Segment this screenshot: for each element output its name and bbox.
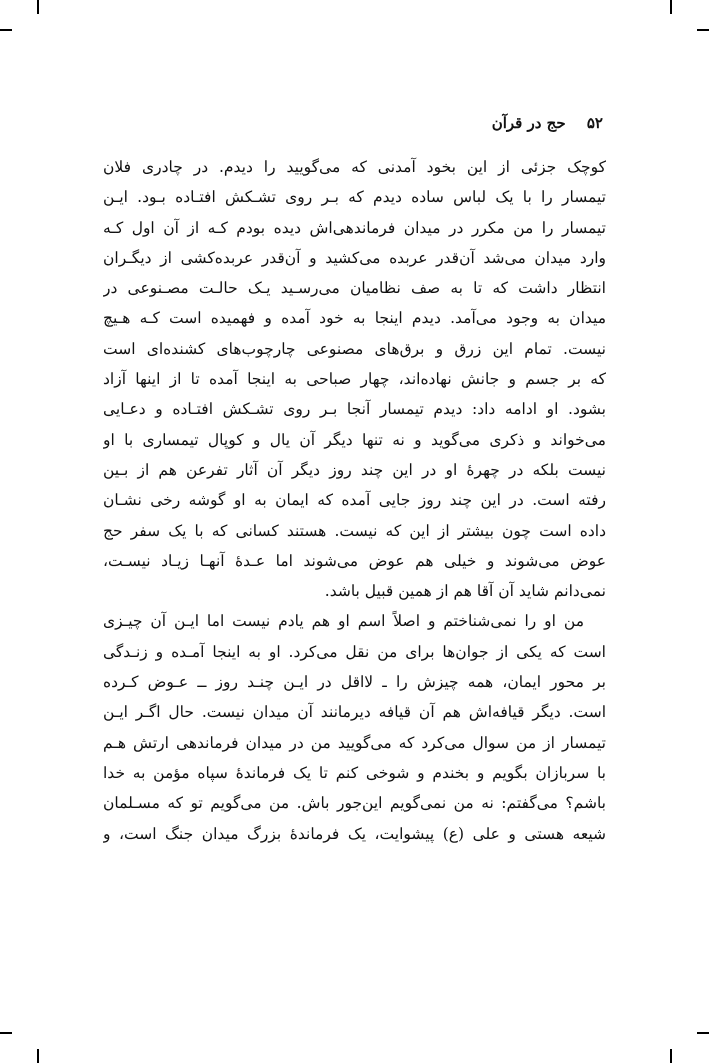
text-line: با سربازان بگویم و بخندم و شوخی کنم تا یک فرماندهٔ سپاه مؤمن به خدا bbox=[103, 763, 606, 782]
crop-mark-top-right-vertical bbox=[670, 0, 672, 14]
text-line: شیعه هستی و علی (ع) پیشوایت، یک فرماندهٔ بزرگ میدان جنگ است، و bbox=[103, 824, 606, 843]
page-number: ۵۲ bbox=[586, 114, 603, 132]
paragraph-1 bbox=[103, 152, 606, 606]
text-line: تیمسار را با یک لباس ساده دیدم که بـر روی تشـکش افتـاده بـود. ایـن bbox=[103, 188, 606, 207]
text-line: میدان به وجود می‌آمد. دیدم اینجا به خود آمده و فهمیده است کـه هـیچ bbox=[103, 309, 606, 328]
crop-mark-bottom-right-vertical bbox=[670, 1049, 672, 1063]
paragraph-2 bbox=[103, 606, 606, 848]
text-line: است که یکی از جوان‌ها برای من نقل می‌کرد. او به اینجا آمـده و زنـدگی bbox=[103, 642, 606, 661]
text-line: نمی‌دانم شاید آن آقا هم از همین قبیل باشد. bbox=[324, 582, 606, 601]
text-line: که بر جسم و جانش نهاده‌اند، چهار صباحی به اینجا آمده تا از اینها آزاد bbox=[103, 370, 606, 389]
text-line: تیمسار از من سوال می‌کرد که می‌گویید من در میدان فرماندهی ارتش هـم bbox=[103, 733, 606, 752]
crop-mark-top-left-horizontal bbox=[0, 29, 12, 31]
text-line: نیست. تمام این زرق و برق‌های مصنوعی چارچوب‌های کشنده‌ای است bbox=[103, 339, 606, 358]
text-line: من او را نمی‌شناختم و اصلاً اسم او هم یادم نیست اما ایـن آن چیـزی bbox=[103, 612, 584, 631]
body-text bbox=[103, 152, 606, 849]
text-line: وارد میدان می‌شد آن‌قدر عربده می‌کشید و آن‌قدر عربده‌کشی از دیگـران bbox=[103, 248, 606, 267]
text-line: تیمسار را من مکرر در میدان فرماندهی‌اش دیده بودم کـه از آن اول کـه bbox=[103, 218, 606, 237]
crop-mark-bottom-left-horizontal bbox=[0, 1032, 12, 1034]
text-line: انتظار داشت که تا به صف نظامیان می‌رسـید یـک حالـت مصـنوعی در bbox=[103, 279, 606, 298]
text-line: داده است چون بیشتر از این که نیست. هستند کسانی که با یک سفر حج bbox=[103, 521, 606, 540]
text-line: می‌خواند و ذکری می‌گوید و نه تنها دیگر آن یال و کوپال تیمساری با او bbox=[103, 430, 606, 449]
text-line: بر محور ایمان، همه چیزش را ـ لااقل در ایـن چنـد روز ــ عـوض کـرده bbox=[103, 673, 606, 692]
crop-mark-bottom-left-vertical bbox=[37, 1049, 39, 1063]
crop-mark-top-right-horizontal bbox=[697, 29, 709, 31]
running-head bbox=[492, 114, 603, 132]
text-line: نیست بلکه در چهرهٔ او در این چند روز دیگر آن آثار تفرعن هم از بـین bbox=[103, 460, 606, 479]
crop-mark-top-left-vertical bbox=[37, 0, 39, 14]
book-title: حج در قرآن bbox=[491, 114, 566, 132]
text-line: عوض می‌شوند و خیلی هم عوض می‌شوند اما عـدهٔ آنهـا زیـاد نیسـت، bbox=[103, 551, 606, 570]
crop-mark-bottom-right-horizontal bbox=[697, 1032, 709, 1034]
text-line: بشود. او ادامه داد: دیدم تیمسار آنجا بـر روی تشـکش افتـاده و دعـایی bbox=[103, 400, 606, 419]
text-line: رفته است. در این چند روز جایی آمده که ایمان به او گوشه رخی نشـان bbox=[103, 491, 606, 510]
text-line: باشم؟ می‌گفتم: نه من نمی‌گویم این‌جور باش. من می‌گویم تو که مسـلمان bbox=[103, 794, 606, 813]
text-line: است. دیگر قیافه‌اش هم آن قیافه دیرمانند آن میدان نیست. حال اگـر ایـن bbox=[103, 703, 606, 722]
text-line: کوچک جزئی از این بخود آمدنی که می‌گویید را دیدم. در چادری فلان bbox=[103, 158, 606, 176]
